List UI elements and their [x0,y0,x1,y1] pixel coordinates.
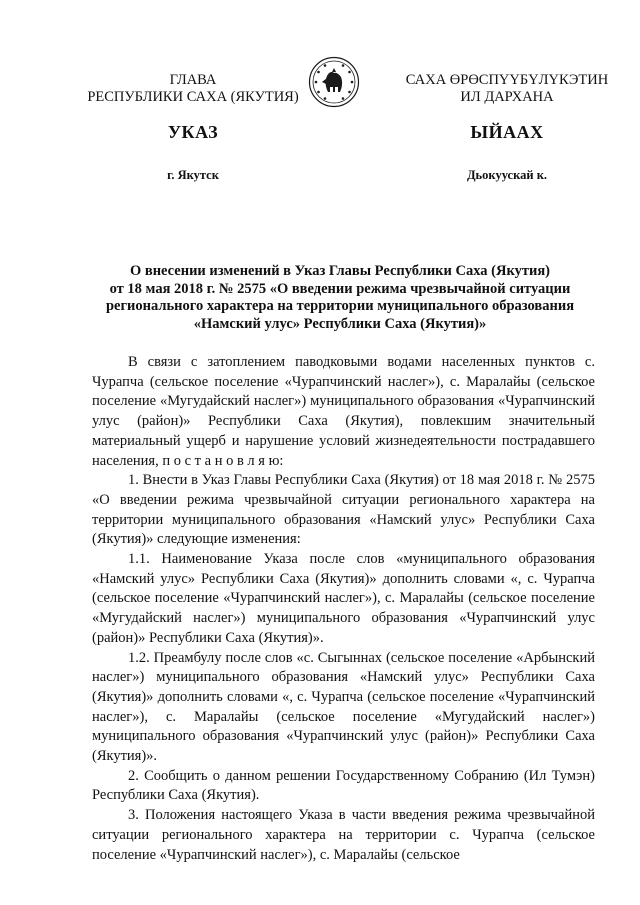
paragraph-item-3: 3. Положения настоящего Указа в части введения режима чрезвычайной ситуации регионального характера на территории с. Чурапча (сельское поселение «Чурапчинский наслег»), с. Маралайы (сельское [92,807,595,863]
header-left-line: РЕСПУБЛИКИ САХА (ЯКУТИЯ) [87,89,299,105]
paragraph-item-1-1: 1.1. Наименование Указа после слов «муниципального образования «Намский улус» Республики Саха (Якутия)» дополнить словами «, с. Чурапча (сельское поселение «Чурапчинский наслег»), с. Маралайы (сельское поселение «Мугудайский наслег») муниципального образования «Чурапчинский улус (район)» Республики Саха (Якутия)». [92,551,595,646]
decree-body [92,353,595,865]
title-line: от 18 мая 2018 г. № 2575 «О введении режима чрезвычайной ситуации [109,280,571,297]
header-left-line: ГЛАВА [169,72,217,88]
doc-type-yakut: ЫЙААХ [470,122,544,142]
title-line: «Намский улус» Республики Саха (Якутия)» [193,315,487,332]
title-line: О внесении изменений в Указ Главы Республики Саха (Якутия) [129,263,551,279]
coat-of-arms-emblem [308,56,360,108]
city-yakut: Дьокуускай к. [466,168,548,182]
header-right-line: САХА ӨРӨСПҮҮБҮЛҮКЭТИН [405,72,609,88]
city-russian: г. Якутск [167,168,219,182]
header-right-line: ИЛ ДАРХАНА [460,89,554,105]
paragraph-preamble: В связи с затоплением паводковыми водами населенных пунктов с. Чурапча (сельское поселение «Чурапчинский наслег»), с. Маралайы (сельское поселение «Мугудайский наслег») муниципального образования «Чурапчинский улус (район)» Республики Саха (Якутия), повлекшим значительный материальный ущерб и нарушение условий жизнедеятельности пострадавшего населения, п о с т а н о в л я ю: [92,354,595,469]
paragraph-item-1: 1. Внести в Указ Главы Республики Саха (Якутия) от 18 мая 2018 г. № 2575 «О введении режима чрезвычайной ситуации регионального характера на территории муниципального образования «Намский улус» Республики Саха (Якутия)» следующие изменения: [92,472,595,548]
decree-title [85,263,595,333]
paragraph-item-1-2: 1.2. Преамбулу после слов «с. Сыгыннах (сельское поселение «Арбынский наслег») муниципального образования «Намский улус» Республики Саха (Якутия)» дополнить словами «, с. Чурапча (сельское поселение «Чурапчинский наслег»), с. Маралайы (сельское поселение «Мугудайский наслег») муниципального образования «Чурапчинский улус (район)» Республики Саха (Якутия)». [92,649,595,765]
header-left [78,72,308,106]
doc-type-russian: УКАЗ [167,122,219,142]
paragraph-item-2: 2. Сообщить о данном решении Государственному Собранию (Ил Тумэн) Республики Саха (Якутия). [92,767,595,804]
title-line: регионального характера на территории муниципального образования [105,298,575,314]
header-right [382,72,632,106]
